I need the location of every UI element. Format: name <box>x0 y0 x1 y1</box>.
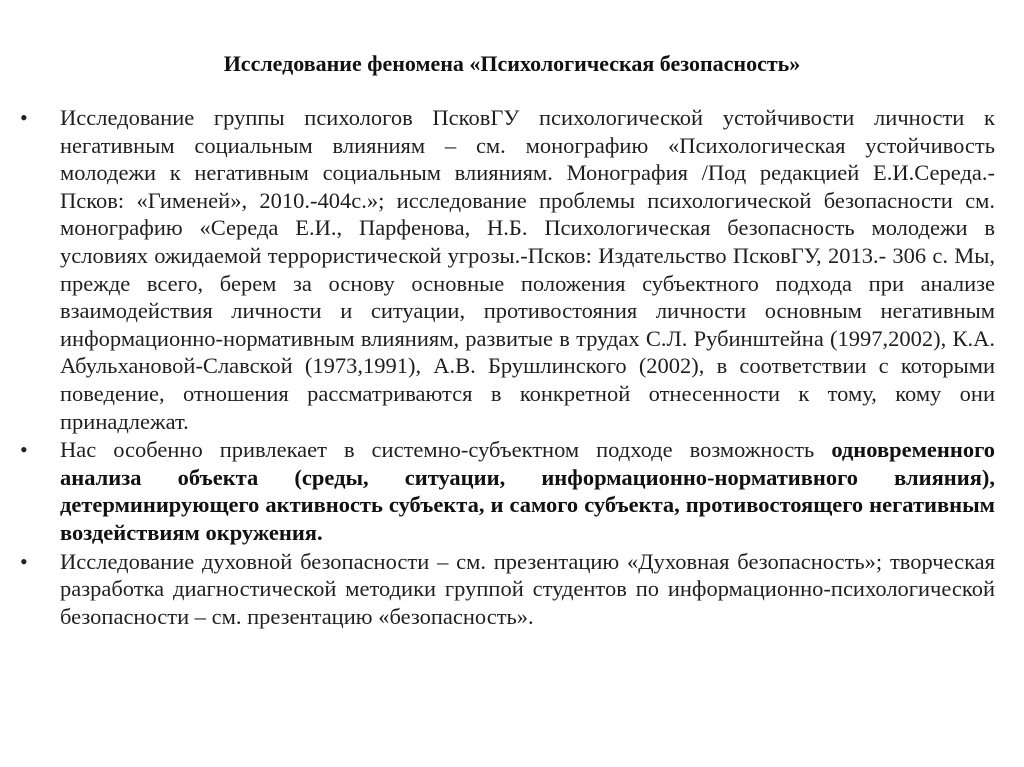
bullet-text: Исследование духовной безопасности – см. презентацию «Духовная безопасность»; творческая разработка диагностической методики группой студентов по информационно-психологической безопасности – см. презентацию «безопасность». <box>60 548 995 629</box>
bullet-icon: • <box>20 105 28 130</box>
bullet-text-container <box>60 436 995 546</box>
bullet-item-spiritual-security <box>20 548 995 631</box>
bullet-text: Нас особенно привлекает в системно-субъектном подходе возможность <box>60 437 832 463</box>
bullet-bold-text: одновременного анализа объекта (среды, ситуации, информационно-нормативного влияния), детерминирующего активность субъекта, и самого субъекта, противостоящего негативным воздействиям окружения. <box>60 437 995 545</box>
bullet-icon: • <box>20 548 28 574</box>
bullet-text: Исследование группы психологов ПсковГУ психологической устойчивости личности к негативным социальным влияниям – см. монографию «Психологическая устойчивость молодежи к негативным социальным влияниям. Монография /Под редакцией Е.И.Середа.- Псков: «Гименей», 2010.-404с.»; исследование проблемы психологической безопасности см. монографию «Середа Е.И., Парфенова, Н.Б. Психологическая безопасность молодежи в условиях ожидаемой террористической угрозы.-Псков: Издательство ПсковГУ, 2013.- 306 с. Мы, прежде всего, берем за основу основные положения субъектного подхода при анализе взаимодействия личности и ситуации, противостояния личности основным негативным информационно-нормативным влияниям, развитые в трудах С.Л. Рубинштейна (1997,2002), К.А. Абульхановой-Славской (1973,1991), А.В. Брушлинского (2002), в соответствии с которыми поведение, отношения рассматриваются в конкретной отнесенности к тому, кому они принадлежат. <box>60 105 995 434</box>
bullet-item-system-subject-approach <box>20 436 995 546</box>
bullet-icon: • <box>20 437 28 463</box>
bullet-item-research-groups <box>20 104 995 435</box>
slide-title: Исследование феномена «Психологическая безопасность» <box>223 51 801 76</box>
bullet-list <box>20 104 995 631</box>
